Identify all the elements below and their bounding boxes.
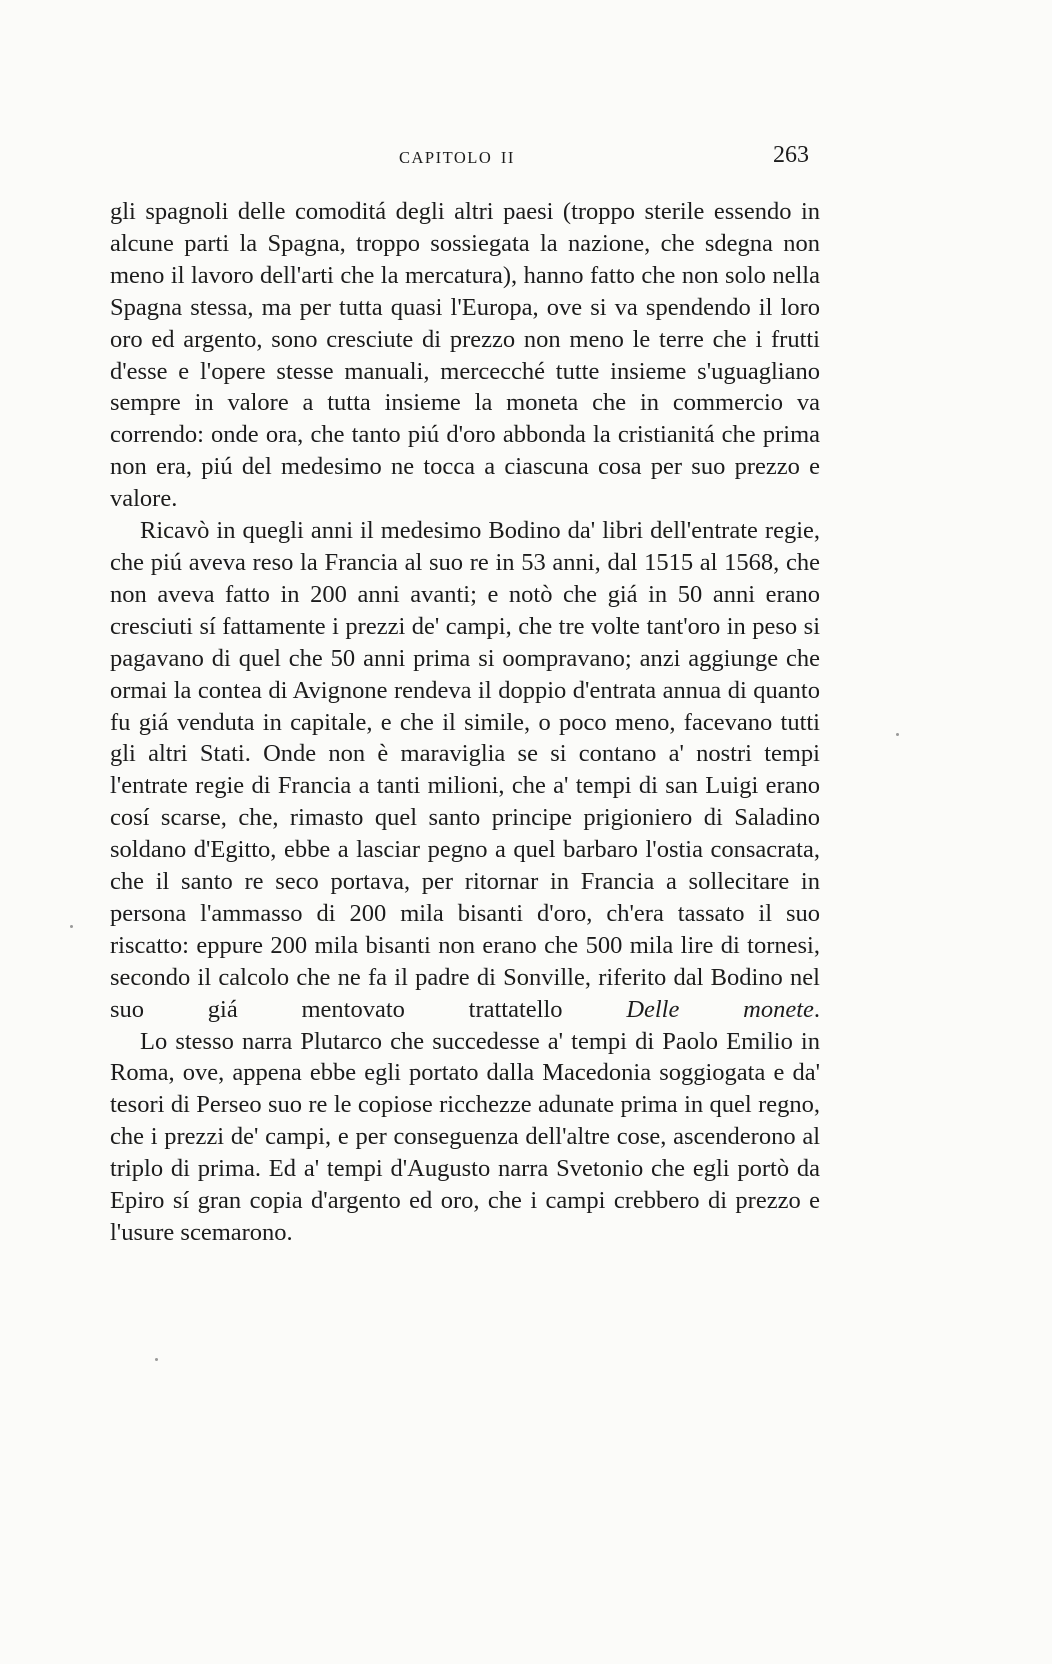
paragraph-3: Lo stesso narra Plutarco che succedesse a' tempi di Paolo Emilio in Roma, ove, appena ebbe egli portato dalla Macedonia soggiogata e da' tesori di Perseo suo re le copiose ricchezze adunate prima in quel regno, che i prezzi de' campi, e per conseguenza dell'altre cose, ascenderono al triplo di prima. Ed a' tempi d'Augusto narra Svetonio che egli portò da Epiro sí gran copia d'argento ed oro, che i campi crebbero di prezzo e l'usure scemarono. <box>110 1027 820 1246</box>
chapter-title: CAPITOLO II <box>399 148 515 167</box>
paper-speck <box>155 1358 158 1361</box>
paragraph-2-text: Ricavò in quegli anni il medesimo Bodino da' libri dell'entrate regie, che piú aveva reso la Francia al suo re in 53 anni, dal 1515 al 1568, che non aveva fatto in 200 anni avanti; e notò che giá in 50 anni erano cresciuti sí fattamente i prezzi de' campi, che tre volte tant'oro in peso si pagavano di quel che 50 anni prima si oompravano; anzi aggiunge che ormai la contea di Avignone rendeva il doppio d'entrata annua di quanto fu giá venduta in capitale, e che il simile, o poco meno, facevano tutti gli altri Stati. Onde non è maraviglia se si contano a' nostri tempi l'entrate regie di Francia a tanti milioni, che a' tempi di san Luigi erano cosí scarse, che, rimasto quel santo principe prigioniero di Saladino soldano d'Egitto, ebbe a lasciar pegno a quel barbaro l'ostia consacrata, che il santo re seco portava, per ritornar in Francia a sollecitare in persona l'ammasso di 200 mila bisanti d'oro, ch'era tassato il suo riscatto: eppure 200 mila bisanti non erano che 500 mila lire di tornesi, secondo il calcolo che ne fa il padre di Sonville, riferito dal Bodino nel suo giá mentovato trattatello <box>110 517 820 1023</box>
page-body <box>110 196 820 1249</box>
page-number: 263 <box>773 142 809 168</box>
paragraph-2 <box>110 515 820 1026</box>
paper-speck <box>896 733 899 736</box>
paragraph-2-end: . <box>813 995 821 1023</box>
paragraph-1: gli spagnoli delle comoditá degli altri paesi (troppo sterile essendo in alcune parti la Spagna, troppo sossiegata la nazione, che sdegna non meno il lavoro dell'arti che la mercatura), hanno fatto che non solo nella Spagna stessa, ma per tutta quasi l'Europa, ove si va spendendo il loro oro ed argento, sono cresciute di prezzo non meno le terre che i frutti d'esse e l'opere stesse manuali, mercecché tutte insieme s'uguagliano sempre in valore a tutta insieme la moneta che in commercio va correndo: onde ora, che tanto piú d'oro abbonda la cristianitá che prima non era, piú del medesimo ne tocca a ciascuna cosa per suo prezzo e valore. <box>110 198 820 513</box>
running-head <box>0 142 1052 176</box>
paper-speck <box>70 925 73 928</box>
book-title-italic: Delle monete <box>626 995 814 1023</box>
